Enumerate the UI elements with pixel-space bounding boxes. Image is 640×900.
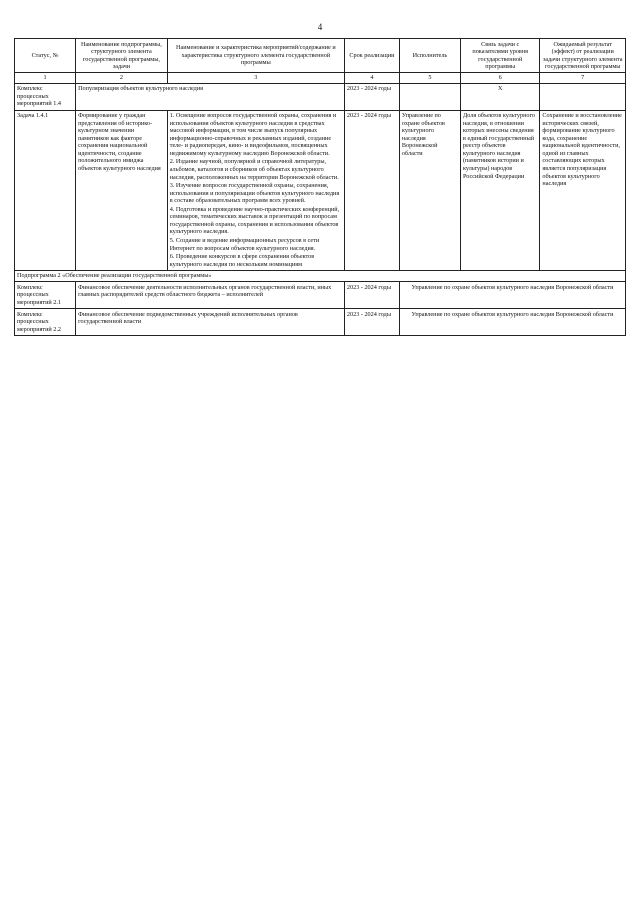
cell-term: 2023 - 2024 годы <box>344 309 399 336</box>
cell-term: 2023 - 2024 годы <box>344 282 399 309</box>
header-link: Связь задачи с показателями уровня государственной программы <box>461 39 540 73</box>
subprogram-title: Подпрограмма 2 «Обеспечение реализации государственной программы» <box>15 270 626 282</box>
cell-executor: Управление по охране объектов культурного наследия Воронежской области <box>399 110 460 270</box>
cell-executor: Управление по охране объектов культурного наследия Воронежской области <box>399 309 625 336</box>
cell-name: Финансовое обеспечение подведомственных учреждений исполнительных органов государственной власти <box>76 309 345 336</box>
measure-item: 5. Создание и ведение информационных ресурсов в сети Интернет по вопросам объектов культурного наследия. <box>169 237 320 252</box>
table-row <box>15 110 626 270</box>
header-name: Наименование подпрограммы, структурного элемента государственной программы, задачи <box>76 39 168 73</box>
col-num-7: 7 <box>540 73 626 84</box>
cell-executor: Управление по охране объектов культурного наследия Воронежской области <box>399 282 625 309</box>
cell-status: Комплекс процессных мероприятий 2.1 <box>15 282 76 309</box>
cell-name: Популяризация объектов культурного наследия <box>76 83 345 110</box>
col-num-4: 4 <box>344 73 399 84</box>
measure-item: 1. Освещение вопросов государственной охраны, сохранения и использования объектов культурного наследия в средствах массовой информации, в том числе выпуск популярных информационно-справочных и рекламных изданий, создание теле- и радиопередач, кино- и видеофильмов, посвященных недвижимому культурному наследию Воронежской области. <box>169 112 337 157</box>
col-num-2: 2 <box>76 73 168 84</box>
column-number-row <box>15 73 626 84</box>
header-status: Статус, № <box>15 39 76 73</box>
table-row <box>15 83 626 110</box>
table-row <box>15 270 626 282</box>
cell-status: Комплекс процессных мероприятий 2.2 <box>15 309 76 336</box>
measure-item: 3. Изучение вопросов государственной охраны, сохранения, использования и популяризации объектов культурного наследия в составе образовательных программ всех уровней. <box>169 182 340 205</box>
program-table <box>14 38 626 336</box>
cell-link: Доля объектов культурного наследия, в отношении которых внесены сведения в единый государственный реестр объектов культурного наследия (памятников истории и культуры) народов Российской Федерации <box>461 110 540 270</box>
table-row <box>15 282 626 309</box>
header-executor: Исполнитель <box>399 39 460 73</box>
table-row <box>15 309 626 336</box>
col-num-6: 6 <box>461 73 540 84</box>
cell-name: Формирование у граждан представления об историко-культурном значении памятников как факторе сохранения национальной идентичности, создание положительного имиджа объектов культурного наследия <box>76 110 168 270</box>
cell-name: Финансовое обеспечение деятельности исполнительных органов государственной власти, иных главных распорядителей средств областного бюджета – исполнителей <box>76 282 345 309</box>
header-measures: Наименование и характеристика мероприятий/содержание и характеристика структурного элемента государственной программы <box>167 39 344 73</box>
cell-term: 2023 - 2024 годы <box>344 110 399 270</box>
measure-item: 6. Проведение конкурсов в сфере сохранения объектов культурного наследия по нескольким номинациям <box>169 253 315 268</box>
col-num-5: 5 <box>399 73 460 84</box>
cell-measures <box>167 110 344 270</box>
cell-status: Комплекс процессных мероприятий 1.4 <box>15 83 76 110</box>
col-num-1: 1 <box>15 73 76 84</box>
col-num-3: 3 <box>167 73 344 84</box>
measure-item: 2. Издание научной, популярной и справочной литературы, альбомов, каталогов и сборников об объектах культурного наследия, расположенных на территории Воронежской области. <box>169 158 339 181</box>
cell-term: 2023 - 2024 годы <box>344 83 399 110</box>
measure-item: 4. Подготовка и проведение научно-практических конференций, семинаров, тематических выставок и презентаций по вопросам государственной охраны, сохранения и использования объектов культурного наследия. <box>169 205 340 236</box>
cell-executor <box>399 83 460 110</box>
header-row <box>15 39 626 73</box>
cell-status: Задача 1.4.1 <box>15 110 76 270</box>
header-term: Срок реализации <box>344 39 399 73</box>
cell-result <box>540 83 626 110</box>
cell-result: Сохранение и восстановление исторических связей, формирование культурного кода, сохранение национальной идентичности, одной из главных составляющих которых является популяризация объектов культурного наследия <box>540 110 626 270</box>
cell-link: X <box>461 83 540 110</box>
page-number: 4 <box>317 22 323 32</box>
header-result: Ожидаемый результат (эффект) от реализации задачи структурного элемента государственной программы <box>540 39 626 73</box>
